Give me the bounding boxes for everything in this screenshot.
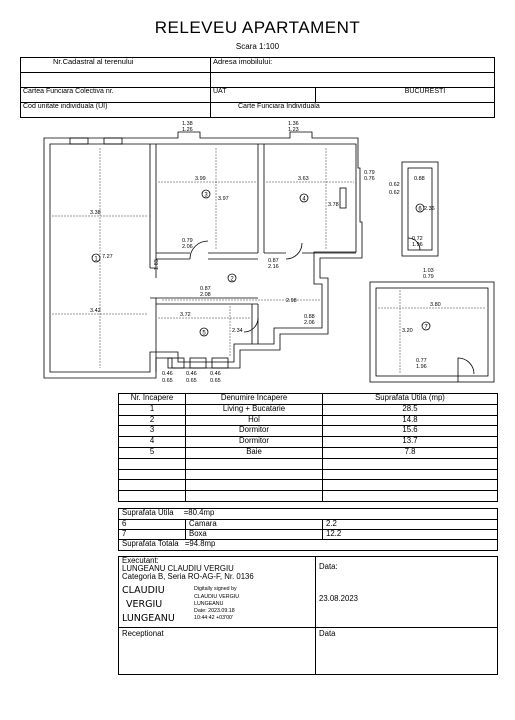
executant-table — [118, 556, 498, 675]
executant-category: Categoria B, Seria RO-AG-F, Nr. 0136 — [122, 571, 254, 581]
dim-text: 2.34 — [232, 328, 243, 334]
dim-text: 0.72 — [412, 236, 423, 242]
room-area: 7.8 — [323, 447, 498, 458]
st-label: Suprafata Totala — [122, 539, 179, 548]
su-cell — [119, 509, 498, 520]
dim-text: 3.63 — [298, 176, 309, 182]
empty-cell — [119, 491, 186, 502]
dim-text: 0.65 — [186, 378, 197, 384]
empty-cell — [211, 73, 495, 88]
signature-line: CLAUDIU — [122, 585, 165, 597]
room-area: 14.8 — [323, 415, 498, 426]
room-nr: 3 — [119, 426, 186, 437]
nr-cadastral-cell — [21, 58, 211, 73]
empty-cell — [323, 491, 498, 502]
empty-cell — [119, 480, 186, 491]
dim-text: 3.99 — [195, 176, 206, 182]
summary-table — [118, 508, 498, 551]
dim-text: 1.23 — [288, 127, 299, 133]
room-area: 13.7 — [323, 437, 498, 448]
dim-text: 0.62 — [389, 182, 400, 188]
wall-5-top — [156, 298, 258, 304]
window — [212, 358, 228, 368]
cf-colectiva-cell — [21, 88, 211, 103]
room-name: Dormitor — [186, 426, 323, 437]
table-row — [119, 520, 498, 530]
st-value: =94.8mp — [184, 539, 216, 548]
room-number: 2 — [230, 276, 234, 283]
st-row — [119, 540, 498, 551]
dim-text: 2.16 — [268, 264, 279, 270]
dim-text: 1.03 — [423, 268, 434, 274]
room-name: Baie — [186, 447, 323, 458]
room-nr: 1 — [119, 404, 186, 415]
room-name: Boxa — [186, 530, 323, 540]
door-5 — [244, 318, 258, 332]
dim-text: 1.83 — [154, 259, 160, 270]
digital-signature — [194, 584, 239, 625]
room-number: 4 — [302, 196, 306, 203]
table-row — [119, 530, 498, 540]
adresa-cell — [211, 58, 495, 73]
uat-label-cell — [211, 88, 316, 103]
digital-sign-line: CLAUDIU VERGIU — [194, 593, 240, 600]
room-name: Dormitor — [186, 437, 323, 448]
data-label: Data: — [319, 562, 338, 571]
dim-text: 0.65 — [162, 378, 173, 384]
uat-label: UAT — [213, 88, 227, 95]
digital-sign-line: LUNGEANU — [194, 600, 224, 607]
empty-cell — [119, 458, 186, 469]
dim-text: 3.72 — [180, 312, 191, 318]
dim-text: 0.65 — [210, 378, 221, 384]
window — [104, 138, 122, 144]
table-row — [119, 437, 498, 448]
column-header: Suprafata Utila (mp) — [323, 394, 498, 405]
column-header: Denumire Incapere — [186, 394, 323, 405]
door-4 — [286, 243, 302, 259]
wall-1-3 — [150, 144, 156, 268]
executant-row — [119, 557, 498, 628]
dim-text: 3.97 — [218, 196, 229, 202]
empty-cell — [323, 480, 498, 491]
room-number: 1 — [94, 256, 98, 263]
cod-unitate-cell — [21, 103, 211, 118]
nr-cadastral-label: Nr.Cadastral al terenului — [53, 57, 134, 66]
executant-name: LUNGEANU CLAUDIU VERGIU — [122, 563, 234, 573]
room-number: 6 — [418, 206, 422, 213]
dim-text: 0.77 — [416, 358, 427, 364]
column-header: Nr. Incapere — [119, 394, 186, 405]
receptionat-label: Receptionat — [122, 629, 164, 638]
empty-cell — [323, 458, 498, 469]
window — [340, 188, 346, 208]
door-7 — [458, 358, 474, 382]
su-row — [119, 509, 498, 520]
page-title: RELEVEU APARTAMENT — [154, 18, 361, 37]
signature-block — [122, 584, 312, 625]
dim-text: 2.06 — [304, 320, 315, 326]
table-row — [119, 458, 498, 469]
room-nr: 7 — [119, 530, 186, 540]
executant-cell — [119, 557, 316, 628]
table-header-row — [119, 394, 498, 405]
empty-cell — [186, 469, 323, 480]
dim-text: 7.27 — [102, 254, 113, 260]
dim-text: 0.88 — [304, 314, 315, 320]
dim-text: 3.78 — [328, 202, 339, 208]
empty-cell — [186, 480, 323, 491]
dim-text: 0.88 — [414, 176, 425, 182]
window — [168, 358, 184, 368]
room-number: 3 — [204, 192, 208, 199]
su-label: Suprafata Utila — [122, 508, 174, 517]
dim-text: 2.08 — [200, 292, 211, 298]
cod-unitate-label: Cod unitate individuala (UI) — [23, 103, 108, 110]
receptionat-cell — [119, 628, 316, 675]
receptionat-row — [119, 628, 498, 675]
dim-text: 0.46 — [210, 371, 221, 377]
dim-text: 0.46 — [162, 371, 173, 377]
table-row — [119, 447, 498, 458]
room-area: 12.2 — [323, 530, 498, 540]
dim-text: 0.62 — [389, 190, 400, 196]
dim-text: 0.87 — [200, 286, 211, 292]
empty-cell — [21, 73, 211, 88]
cf-colectiva-label: Cartea Funciara Colectiva nr. — [23, 88, 114, 95]
room-area: 28.5 — [323, 404, 498, 415]
floor-plan — [40, 118, 500, 386]
st-cell — [119, 540, 498, 551]
uat-value: BUCURESTI — [404, 88, 446, 95]
dim-text: 0.79 — [423, 274, 434, 280]
dim-text: 3.20 — [402, 328, 413, 334]
empty-cell — [186, 491, 323, 502]
dim-text: 3.80 — [430, 302, 441, 308]
room-7-outer — [370, 282, 494, 382]
digital-sign-line: 10:44:42 +03'00' — [194, 614, 233, 621]
table-row — [119, 404, 498, 415]
empty-cell — [323, 469, 498, 480]
dim-text: 0.46 — [186, 371, 197, 377]
room-name: Camara — [186, 520, 323, 530]
signature-line: VERGIU — [126, 599, 163, 611]
signature-line: LUNGEANU — [122, 612, 175, 624]
wall-3-4 — [258, 144, 264, 253]
window — [70, 138, 88, 144]
dim-text: 2.98 — [286, 298, 297, 304]
scale-label: Scara 1:100 — [235, 42, 280, 51]
dim-text: 0.76 — [364, 176, 375, 182]
dim-text: 2.06 — [182, 244, 193, 250]
dim-text: 1.96 — [416, 364, 427, 370]
room-nr: 4 — [119, 437, 186, 448]
room-nr: 2 — [119, 415, 186, 426]
signature-name — [122, 584, 194, 625]
dim-text: 1.38 — [182, 121, 193, 127]
table-row — [119, 415, 498, 426]
dim-text: 0.79 — [364, 170, 375, 176]
dim-text: 0.87 — [268, 258, 279, 264]
digital-sign-line: Date: 2023.09.18 — [194, 607, 235, 614]
header-table — [20, 57, 495, 118]
su-value: =80.4mp — [183, 508, 215, 517]
dim-text: 3.38 — [90, 210, 101, 216]
adresa-label: Adresa imobilului: — [213, 57, 273, 66]
dim-text: 0.79 — [182, 238, 193, 244]
room-number: 7 — [424, 324, 428, 331]
executant-label: Executant: — [122, 556, 159, 565]
dim-text: 1.96 — [412, 242, 423, 248]
room-name: Living + Bucatarie — [186, 404, 323, 415]
window — [190, 358, 206, 368]
receptionat-data-label: Data — [319, 629, 336, 638]
room-number: 5 — [202, 330, 206, 337]
wall-3-hall — [156, 253, 258, 259]
cf-individuala-cell — [211, 103, 495, 118]
floor-plan-drawing — [40, 118, 500, 386]
receptionat-date-cell — [316, 628, 498, 675]
room-name: Hol — [186, 415, 323, 426]
digital-sign-line: Digitally signed by — [194, 586, 237, 593]
room-nr: 6 — [119, 520, 186, 530]
date-cell — [316, 557, 498, 628]
room-area: 2.2 — [323, 520, 498, 530]
room-area: 15.6 — [323, 426, 498, 437]
rooms-table — [118, 393, 498, 502]
wall-1-hall — [150, 298, 156, 372]
execution-date: 23.08.2023 — [319, 593, 359, 603]
table-row — [119, 491, 498, 502]
table-row — [119, 426, 498, 437]
dim-text: 2.36 — [424, 206, 435, 212]
table-row — [119, 480, 498, 491]
dim-text: 1.26 — [182, 127, 193, 133]
dim-text: 1.36 — [288, 121, 299, 127]
table-row — [119, 469, 498, 480]
dim-text: 3.42 — [90, 308, 101, 314]
room-nr: 5 — [119, 447, 186, 458]
empty-cell — [119, 469, 186, 480]
uat-value-cell — [316, 88, 495, 103]
empty-cell — [186, 458, 323, 469]
cf-individuala-label: Carte Funciara Individuala — [238, 103, 320, 110]
